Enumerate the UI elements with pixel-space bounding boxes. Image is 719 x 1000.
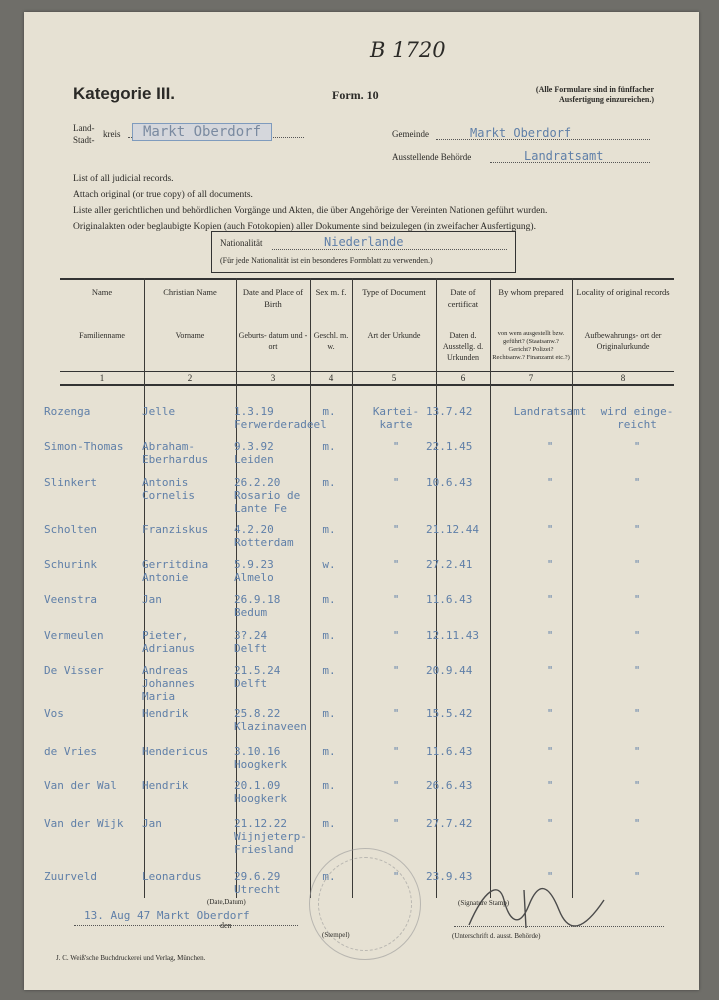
column-divider	[236, 278, 237, 898]
column-header-en: Locality of original records	[576, 287, 670, 297]
landkreis-label	[73, 122, 95, 146]
cell-sex: m.	[322, 523, 336, 536]
signature-stroke	[469, 889, 604, 928]
column-divider	[352, 278, 353, 898]
cell-birth: 1.3.19 Ferwerderadeel	[234, 405, 327, 431]
nationality-line	[272, 249, 507, 250]
column-header-de: Familienname	[79, 331, 125, 340]
instruction-2: Attach original (or true copy) of all documents.	[73, 190, 253, 200]
cell-name: Schurink	[44, 558, 97, 571]
cell-date: 26.6.43	[426, 779, 473, 792]
form-note	[494, 85, 654, 105]
cell-name: Van der Wijk	[44, 817, 124, 830]
cell-date: 20.9.44	[426, 664, 473, 677]
column-divider	[490, 278, 491, 898]
cell-type: "	[392, 523, 400, 536]
cell-christian: Hendrik	[142, 779, 189, 792]
cell-loc: "	[633, 779, 641, 792]
column-header-en: Type of Document	[362, 287, 426, 297]
landkreis-label-top: Land-	[73, 123, 95, 133]
cell-by: "	[546, 745, 554, 758]
cell-date: 21.12.44	[426, 523, 479, 536]
cell-christian: Gerritdina Antonie	[142, 558, 209, 584]
cell-name: Rozenga	[44, 405, 91, 418]
form-page	[24, 12, 699, 990]
cell-name: Scholten	[44, 523, 97, 536]
table-top-rule	[60, 278, 674, 280]
cell-sex: m.	[322, 707, 336, 720]
column-number: 5	[391, 373, 397, 383]
cell-birth: 9.3.92 Leiden	[234, 440, 274, 466]
column-header-de: Aufbewahrungs- ort der Originalurkunde	[584, 331, 662, 351]
printer-imprint: J. C. Weiß'sche Buchdruckerei und Verlag, München.	[56, 954, 206, 962]
kreis-label: kreis	[103, 129, 121, 139]
cell-name: Slinkert	[44, 476, 97, 489]
instructions	[73, 171, 693, 235]
cell-type: "	[392, 707, 400, 720]
cell-christian: Pieter, Adrianus	[142, 629, 195, 655]
date-line	[74, 925, 298, 926]
cell-christian: Jelle	[142, 405, 176, 418]
cell-sex: m.	[322, 870, 336, 883]
cell-type: "	[392, 779, 400, 792]
cell-sex: m.	[322, 745, 336, 758]
cell-date: 13.7.42	[426, 405, 473, 418]
cell-date: 11.6.43	[426, 593, 473, 606]
cell-loc: wird einge- reicht	[600, 405, 674, 431]
cell-loc: "	[633, 870, 641, 883]
nationality-note: (Für jede Nationalität ist ein besonderes Formblatt zu verwenden.)	[220, 256, 433, 265]
form-note-line-1: (Alle Formulare sind in fünffacher	[535, 85, 654, 94]
cell-loc: "	[633, 558, 641, 571]
landkreis-label-bottom: Stadt-	[73, 135, 95, 145]
cell-by: "	[546, 523, 554, 536]
cell-by: "	[546, 817, 554, 830]
table-subhead-rule	[60, 371, 674, 372]
cell-by: "	[546, 664, 554, 677]
column-header-en: Name	[91, 287, 113, 297]
cell-by: "	[546, 629, 554, 642]
column-divider	[144, 278, 145, 898]
cell-christian: Antonis Cornelis	[142, 476, 195, 502]
cell-type: "	[392, 745, 400, 758]
cell-birth: 5.9.23 Almelo	[234, 558, 274, 584]
cell-loc: "	[633, 817, 641, 830]
column-divider	[310, 278, 311, 898]
date-label: (Date,Datum)	[207, 898, 246, 906]
cell-type: "	[392, 558, 400, 571]
cell-christian: Jan	[142, 817, 162, 830]
signature-label-de: (Unterschrift d. ausst. Behörde)	[452, 932, 541, 940]
den-label: den	[220, 921, 232, 930]
cell-christian: Abraham- Eberhardus	[142, 440, 209, 466]
cell-loc: "	[633, 476, 641, 489]
column-header-en: Christian Name	[163, 287, 217, 297]
cell-birth: 26.2.20 Rosario de Lante Fe	[234, 476, 301, 515]
cell-date: 22.1.45	[426, 440, 473, 453]
handwritten-reference: B 1720	[370, 38, 446, 62]
column-header-de: Geburts- datum und -ort	[238, 331, 308, 351]
kreis-stamp: Markt Oberdorf	[132, 123, 272, 141]
instruction-1: List of all judicial records.	[73, 174, 174, 184]
cell-loc: "	[633, 523, 641, 536]
cell-by: "	[546, 870, 554, 883]
cell-date: 23.9.43	[426, 870, 473, 883]
form-note-line-2: Ausfertigung einzureichen.)	[559, 95, 654, 104]
nationality-label: Nationalität	[220, 238, 263, 248]
column-header-en: Sex m. f.	[315, 287, 347, 297]
column-number: 7	[528, 373, 534, 383]
column-header-de: Art der Urkunde	[367, 331, 421, 340]
column-divider	[436, 278, 437, 898]
cell-name: Vos	[44, 707, 64, 720]
cell-name: Zuurveld	[44, 870, 97, 883]
column-number: 3	[270, 373, 276, 383]
cell-type: "	[392, 870, 400, 883]
official-seal	[309, 848, 421, 960]
cell-sex: m.	[322, 405, 336, 418]
cell-type: "	[392, 817, 400, 830]
cell-sex: w.	[322, 558, 336, 571]
cell-sex: m.	[322, 664, 336, 677]
cell-type: "	[392, 476, 400, 489]
cell-name: De Visser	[44, 664, 104, 677]
cell-birth: 4.2.20 Rotterdam	[234, 523, 294, 549]
cell-date: 27.7.42	[426, 817, 473, 830]
cell-birth: 25.8.22 Klazinaveen	[234, 707, 307, 733]
cell-type: "	[392, 593, 400, 606]
nationality-box	[211, 231, 516, 273]
column-header-en: By whom prepared	[498, 287, 564, 297]
cell-name: de Vries	[44, 745, 97, 758]
form-number: Form. 10	[332, 88, 379, 102]
cell-date: 27.2.41	[426, 558, 473, 571]
cell-loc: "	[633, 707, 641, 720]
column-divider	[572, 278, 573, 898]
signature-line	[454, 926, 664, 927]
cell-birth: 26.9.18 Bedum	[234, 593, 281, 619]
cell-loc: "	[633, 664, 641, 677]
cell-christian: Franziskus	[142, 523, 209, 536]
cell-birth: 21.5.24 Delft	[234, 664, 281, 690]
cell-date: 11.6.43	[426, 745, 473, 758]
cell-sex: m.	[322, 629, 336, 642]
column-number: 4	[328, 373, 334, 383]
column-header-en: Date and Place of Birth	[242, 287, 304, 309]
column-header-de: Daten d. Ausstellg. d. Urkunden	[442, 331, 484, 362]
cell-loc: "	[633, 593, 641, 606]
instruction-4: Originalakten oder beglaubigte Kopien (auch Fotokopien) aller Dokumente sind beizulegen (in zweifacher Ausfertigung).	[73, 222, 536, 232]
column-number: 6	[460, 373, 466, 383]
cell-birth: 29.6.29 Utrecht	[234, 870, 281, 896]
behoerde-label: Ausstellende Behörde	[392, 152, 472, 162]
cell-date: 12.11.43	[426, 629, 479, 642]
cell-christian: Jan	[142, 593, 162, 606]
cell-loc: "	[633, 745, 641, 758]
cell-birth: 21.12.22 Wijnjeterp- Friesland	[234, 817, 307, 856]
cell-christian: Hendericus	[142, 745, 209, 758]
gemeinde-label: Gemeinde	[392, 129, 429, 139]
cell-date: 10.6.43	[426, 476, 473, 489]
behoerde-value: Landratsamt	[524, 149, 604, 163]
column-header-de: Geschl. m. w.	[313, 331, 349, 351]
gemeinde-value: Markt Oberdorf	[470, 126, 572, 140]
cell-by: "	[546, 440, 554, 453]
cell-name: Veenstra	[44, 593, 97, 606]
cell-name: Vermeulen	[44, 629, 104, 642]
signature-label: (Signature Stamp)	[458, 899, 510, 907]
nationality-value: Niederlande	[324, 235, 404, 249]
cell-by: "	[546, 558, 554, 571]
cell-by: "	[546, 707, 554, 720]
cell-by: Landratsamt	[513, 405, 587, 418]
cell-type: Kartei- karte	[372, 405, 420, 431]
table-header-bottom-rule	[60, 384, 674, 386]
column-number: 1	[99, 373, 105, 383]
cell-birth: 3.10.16 Hoogkerk	[234, 745, 287, 771]
cell-christian: Leonardus	[142, 870, 202, 883]
date-value: 13. Aug 47 Markt Oberdorf	[84, 909, 250, 922]
cell-sex: m.	[322, 476, 336, 489]
cell-name: Van der Wal	[44, 779, 117, 792]
seal-label: (Stempel)	[322, 931, 350, 939]
cell-by: "	[546, 779, 554, 792]
cell-name: Simon-Thomas	[44, 440, 124, 453]
cell-sex: m.	[322, 440, 336, 453]
column-header-de: Vorname	[175, 331, 205, 340]
cell-type: "	[392, 440, 400, 453]
cell-type: "	[392, 664, 400, 677]
cell-christian: Andreas Johannes Maria	[142, 664, 195, 703]
cell-date: 15.5.42	[426, 707, 473, 720]
cell-by: "	[546, 593, 554, 606]
cell-birth: 20.1.09 Hoogkerk	[234, 779, 287, 805]
cell-sex: m.	[322, 817, 336, 830]
category-title: Kategorie III.	[73, 84, 176, 103]
column-header-en: Date of certificat	[447, 287, 479, 309]
cell-sex: m.	[322, 779, 336, 792]
column-number: 8	[620, 373, 626, 383]
cell-sex: m.	[322, 593, 336, 606]
column-number: 2	[187, 373, 193, 383]
column-header-de: von wem ausgestellt bzw. geführt? (Staatsanw.? Gericht? Polizei? Rechtsanw.? Finanzamt etc.?)	[492, 330, 570, 361]
cell-birth: 3?.24 Delft	[234, 629, 268, 655]
instruction-3: Liste aller gerichtlichen und behördlichen Vorgänge und Akten, die über Angehörige der Vereinten Nationen geführt wurden.	[73, 206, 548, 216]
cell-christian: Hendrik	[142, 707, 189, 720]
cell-loc: "	[633, 440, 641, 453]
cell-loc: "	[633, 629, 641, 642]
cell-type: "	[392, 629, 400, 642]
cell-by: "	[546, 476, 554, 489]
